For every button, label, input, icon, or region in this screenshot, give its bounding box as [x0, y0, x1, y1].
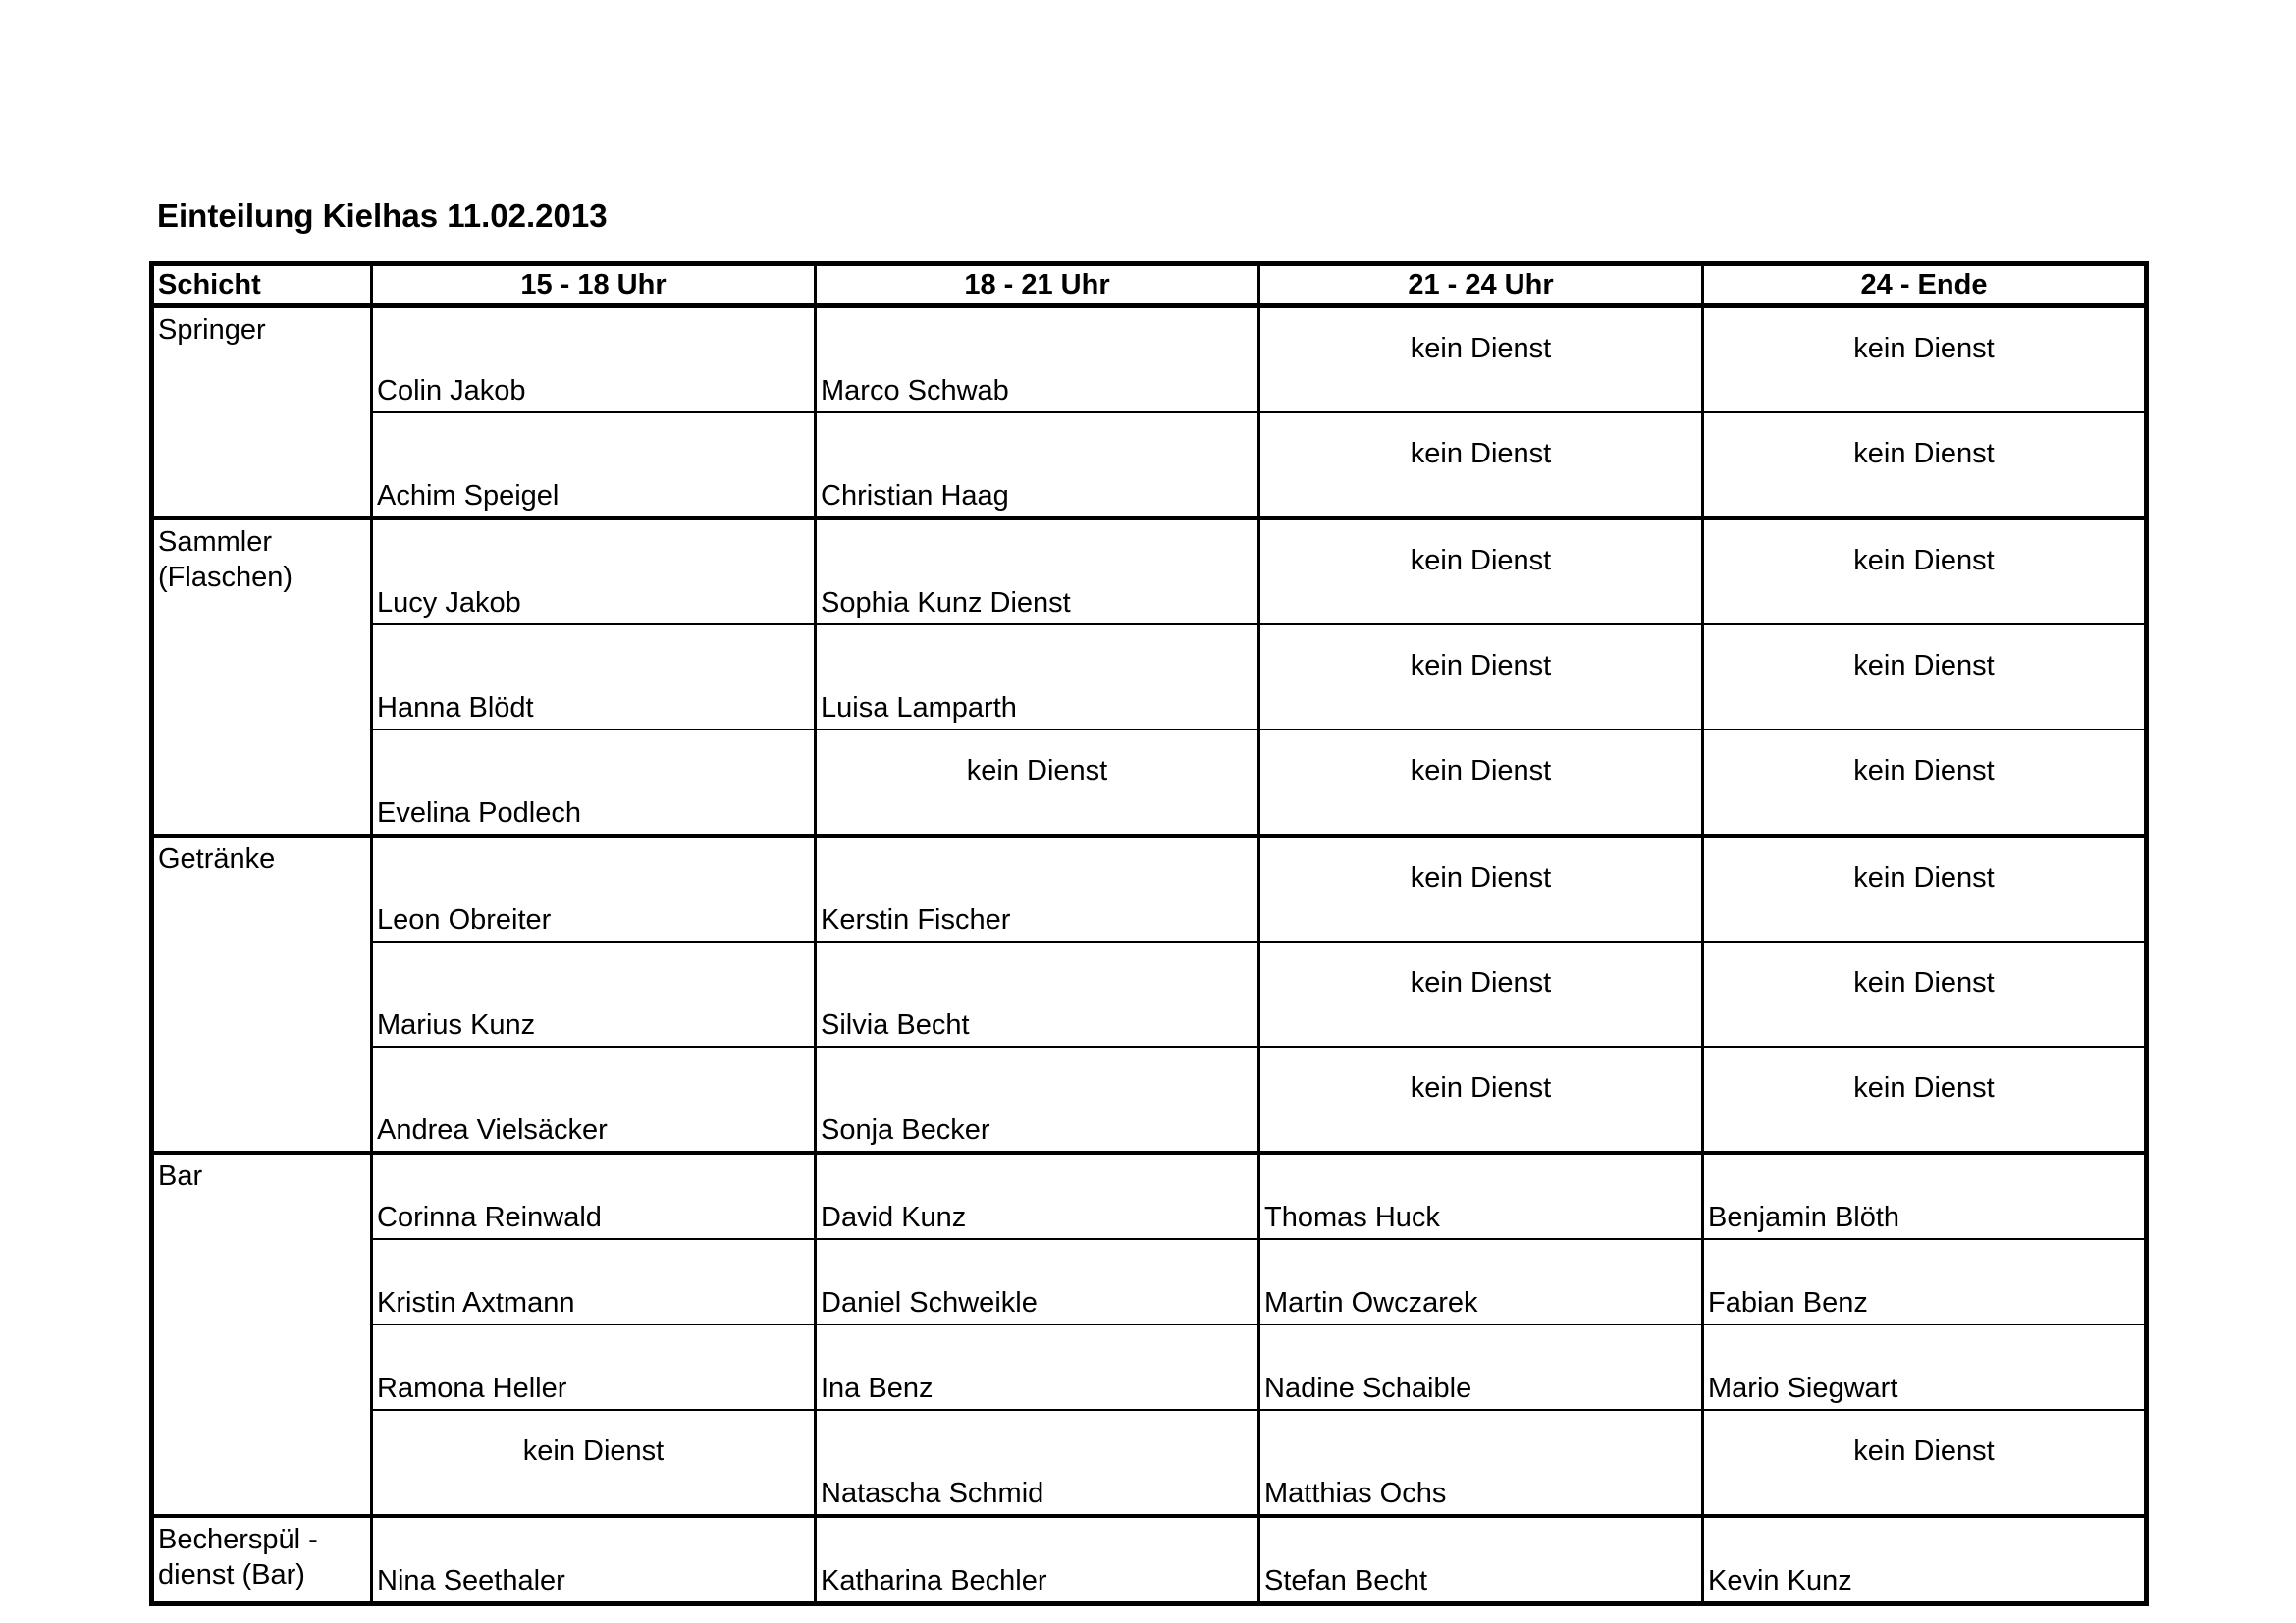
- column-header-time-slot: 21 - 24 Uhr: [1259, 264, 1703, 306]
- no-duty-cell: kein Dienst: [1259, 836, 1703, 942]
- assignee-cell: Benjamin Blöth: [1703, 1153, 2147, 1239]
- no-duty-cell: kein Dienst: [1259, 942, 1703, 1047]
- no-duty-cell: kein Dienst: [816, 730, 1259, 836]
- assignee-cell: Kerstin Fischer: [816, 836, 1259, 942]
- assignee-cell: Mario Siegwart: [1703, 1325, 2147, 1410]
- no-duty-cell: kein Dienst: [1703, 518, 2147, 624]
- table-row: [152, 1153, 2147, 1239]
- shift-group-label-line: (Flaschen): [158, 562, 293, 593]
- shift-group-label-line: dienst (Bar): [158, 1559, 305, 1591]
- header-row: [152, 264, 2147, 306]
- assignee-cell: Fabian Benz: [1703, 1239, 2147, 1325]
- assignee-cell: Ina Benz: [816, 1325, 1259, 1410]
- table-row: [152, 730, 2147, 836]
- table-header: [152, 264, 2147, 306]
- no-duty-cell: kein Dienst: [1703, 942, 2147, 1047]
- table-row: [152, 1239, 2147, 1325]
- table-row: [152, 1516, 2147, 1604]
- table-row: [152, 1047, 2147, 1153]
- no-duty-cell: kein Dienst: [1259, 306, 1703, 413]
- table-row: [152, 306, 2147, 413]
- no-duty-cell: kein Dienst: [1703, 412, 2147, 518]
- assignee-cell: David Kunz: [816, 1153, 1259, 1239]
- assignee-cell: Nadine Schaible: [1259, 1325, 1703, 1410]
- assignee-cell: Sonja Becker: [816, 1047, 1259, 1153]
- no-duty-cell: kein Dienst: [1703, 730, 2147, 836]
- assignee-cell: Katharina Bechler: [816, 1516, 1259, 1604]
- assignee-cell: Achim Speigel: [372, 412, 816, 518]
- shift-group-label: [152, 1516, 372, 1604]
- table-row: [152, 836, 2147, 942]
- column-header-time-slot: 24 - Ende: [1703, 264, 2147, 306]
- no-duty-cell: kein Dienst: [1703, 1410, 2147, 1516]
- assignee-cell: Stefan Becht: [1259, 1516, 1703, 1604]
- shift-group-label-line: Springer: [158, 314, 266, 346]
- column-header-time-slot: 15 - 18 Uhr: [372, 264, 816, 306]
- table-row: [152, 624, 2147, 730]
- assignee-cell: Luisa Lamparth: [816, 624, 1259, 730]
- no-duty-cell: kein Dienst: [1703, 624, 2147, 730]
- shift-group-label-line: Sammler: [158, 526, 273, 558]
- no-duty-cell: kein Dienst: [1703, 1047, 2147, 1153]
- no-duty-cell: kein Dienst: [1703, 836, 2147, 942]
- assignee-cell: Silvia Becht: [816, 942, 1259, 1047]
- shift-group-label: [152, 1153, 372, 1516]
- assignee-cell: Natascha Schmid: [816, 1410, 1259, 1516]
- assignee-cell: Marius Kunz: [372, 942, 816, 1047]
- assignee-cell: Hanna Blödt: [372, 624, 816, 730]
- shift-group-label-line: Becherspül -: [158, 1524, 318, 1555]
- table-row: [152, 1410, 2147, 1516]
- no-duty-cell: kein Dienst: [1703, 306, 2147, 413]
- assignee-cell: Nina Seethaler: [372, 1516, 816, 1604]
- shift-group-label-line: Getränke: [158, 843, 276, 875]
- no-duty-cell: kein Dienst: [1259, 624, 1703, 730]
- no-duty-cell: kein Dienst: [1259, 730, 1703, 836]
- no-duty-cell: kein Dienst: [372, 1410, 816, 1516]
- table-row: [152, 942, 2147, 1047]
- no-duty-cell: kein Dienst: [1259, 518, 1703, 624]
- assignee-cell: Evelina Podlech: [372, 730, 816, 836]
- assignee-cell: Thomas Huck: [1259, 1153, 1703, 1239]
- assignee-cell: Corinna Reinwald: [372, 1153, 816, 1239]
- assignee-cell: Lucy Jakob: [372, 518, 816, 624]
- table-row: [152, 518, 2147, 624]
- assignee-cell: Leon Obreiter: [372, 836, 816, 942]
- no-duty-cell: kein Dienst: [1259, 1047, 1703, 1153]
- shift-group-label: [152, 518, 372, 836]
- table-body: [152, 306, 2147, 1604]
- assignee-cell: Kristin Axtmann: [372, 1239, 816, 1325]
- assignee-cell: Colin Jakob: [372, 306, 816, 413]
- no-duty-cell: kein Dienst: [1259, 412, 1703, 518]
- assignee-cell: Christian Haag: [816, 412, 1259, 518]
- shift-schedule-table: [149, 261, 2149, 1606]
- assignee-cell: Marco Schwab: [816, 306, 1259, 413]
- shift-group-label: [152, 306, 372, 519]
- assignee-cell: Martin Owczarek: [1259, 1239, 1703, 1325]
- column-header-time-slot: 18 - 21 Uhr: [816, 264, 1259, 306]
- assignee-cell: Sophia Kunz Dienst: [816, 518, 1259, 624]
- table-row: [152, 412, 2147, 518]
- table-row: [152, 1325, 2147, 1410]
- assignee-cell: Ramona Heller: [372, 1325, 816, 1410]
- assignee-cell: Kevin Kunz: [1703, 1516, 2147, 1604]
- column-header-schicht: Schicht: [152, 264, 372, 306]
- shift-group-label-line: Bar: [158, 1161, 203, 1192]
- assignee-cell: Andrea Vielsäcker: [372, 1047, 816, 1153]
- document-title: Einteilung Kielhas 11.02.2013: [157, 197, 608, 234]
- assignee-cell: Matthias Ochs: [1259, 1410, 1703, 1516]
- assignee-cell: Daniel Schweikle: [816, 1239, 1259, 1325]
- shift-group-label: [152, 836, 372, 1153]
